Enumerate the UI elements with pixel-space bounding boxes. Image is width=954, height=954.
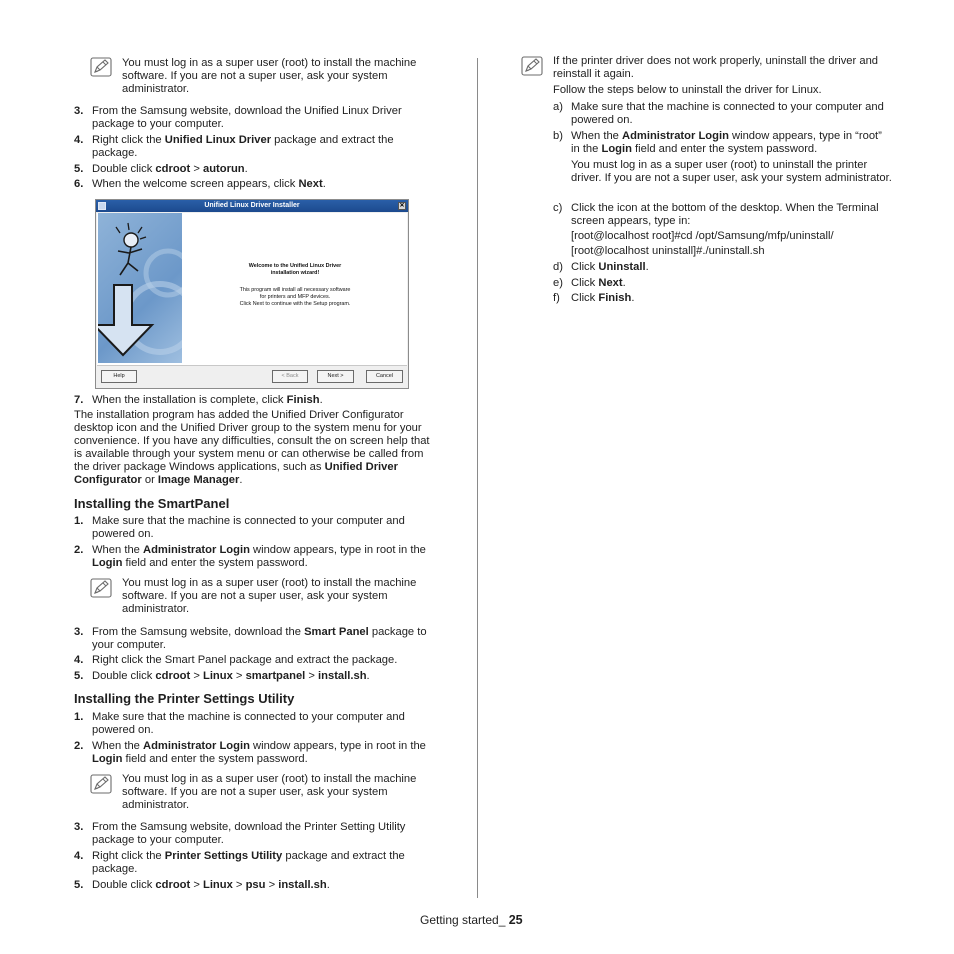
step-text: Make sure that the machine is connected to your computer and powered on. bbox=[92, 711, 405, 736]
step-number: 5. bbox=[74, 879, 84, 891]
uninstall-note: If the printer driver does not work properly, uninstall the driver and reinstall it again. bbox=[553, 55, 879, 80]
installer-title-bar bbox=[96, 200, 408, 212]
terminal-command-1: [root@localhost root]#cd /opt/Samsung/mfp/uninstall/ bbox=[571, 230, 834, 242]
step-letter: a) bbox=[553, 101, 563, 113]
uninstall-root-note: You must log in as a super user (root) to uninstall the printer driver. If you are not a super user, ask your system administrator. bbox=[571, 159, 892, 184]
close-icon[interactable]: ✕ bbox=[399, 203, 405, 209]
column-divider bbox=[477, 58, 478, 898]
step-text: When the Administrator Login window appears, type in root in the Login field and enter the system password. bbox=[92, 740, 426, 765]
step-text: Right click the Unified Linux Driver package and extract the package. bbox=[92, 134, 394, 159]
step-text: When the Administrator Login window appears, type in root in the Login field and enter the system password. bbox=[92, 544, 426, 569]
step-number: 4. bbox=[74, 134, 84, 146]
step-text: Make sure that the machine is connected to your computer and powered on. bbox=[92, 515, 405, 540]
welcome-body-line-1: This program will install all necessary software bbox=[239, 287, 351, 293]
step-number: 3. bbox=[74, 105, 84, 117]
page-number: 25 bbox=[508, 913, 523, 927]
installer-illustration bbox=[98, 213, 182, 363]
step-text: Make sure that the machine is connected to your computer and powered on. bbox=[571, 101, 884, 126]
uninstall-intro: Follow the steps below to uninstall the driver for Linux. bbox=[553, 84, 822, 96]
step-text: Click Uninstall. bbox=[571, 261, 649, 273]
footer-label: Getting started_ bbox=[420, 913, 509, 927]
note-text: You must log in as a super user (root) to install the machine software. If you are not a super user, ask your system administrator. bbox=[122, 57, 417, 95]
note-icon bbox=[90, 578, 112, 598]
step-text: Double click cdroot > Linux > smartpanel > install.sh. bbox=[92, 670, 370, 682]
step-text: From the Samsung website, download the Printer Setting Utility package to your computer. bbox=[92, 821, 406, 846]
installer-content bbox=[97, 213, 407, 366]
step-number: 5. bbox=[74, 670, 84, 682]
step-text: Right click the Smart Panel package and extract the package. bbox=[92, 654, 398, 666]
step-number: 3. bbox=[74, 821, 84, 833]
welcome-message bbox=[183, 263, 407, 308]
step-text: Right click the Printer Settings Utility package and extract the package. bbox=[92, 850, 405, 875]
step-text: Double click cdroot > Linux > psu > install.sh. bbox=[92, 879, 330, 891]
step-text: Click the icon at the bottom of the desktop. When the Terminal screen appears, type in: bbox=[571, 202, 879, 227]
step-text: Double click cdroot > autorun. bbox=[92, 163, 248, 175]
printer-settings-heading: Installing the Printer Settings Utility bbox=[74, 691, 295, 706]
step-text: Click Next. bbox=[571, 277, 626, 289]
window-icon bbox=[98, 202, 106, 210]
step-text: When the Administrator Login window appears, type in “root” in the Login field and enter the system password. bbox=[571, 130, 882, 155]
help-button[interactable]: Help bbox=[101, 370, 137, 383]
installer-side-graphic bbox=[98, 213, 182, 363]
note-icon bbox=[521, 56, 543, 76]
note-icon bbox=[90, 774, 112, 794]
note-icon bbox=[90, 57, 112, 77]
note-text: You must log in as a super user (root) to install the machine software. If you are not a super user, ask your system administrator. bbox=[122, 577, 417, 615]
smartpanel-heading: Installing the SmartPanel bbox=[74, 496, 230, 511]
step-number: 6. bbox=[74, 178, 84, 190]
welcome-body-line-2: for printers and MFP devices. bbox=[259, 294, 331, 300]
step-text: From the Samsung website, download the Unified Linux Driver package to your computer. bbox=[92, 105, 402, 130]
terminal-command-2: [root@localhost uninstall]#./uninstall.sh bbox=[571, 245, 765, 257]
step-text: From the Samsung website, download the Smart Panel package to your computer. bbox=[92, 626, 427, 651]
step-number: 7. bbox=[74, 394, 84, 406]
step-number: 3. bbox=[74, 626, 84, 638]
cancel-button[interactable]: Cancel bbox=[366, 370, 403, 383]
step-text: When the welcome screen appears, click Next. bbox=[92, 178, 326, 190]
configurator-paragraph: The installation program has added the Unified Driver Configurator desktop icon and the Unified Driver group to the system menu for your convenience. If you have any difficulties, consult the on screen help that is available through your system menu or can otherwise be called from the driver package Windows applications, such as Unified Driver Configurator or Image Manager. bbox=[74, 409, 430, 486]
step-number: 4. bbox=[74, 850, 84, 862]
step-number: 1. bbox=[74, 711, 84, 723]
back-button[interactable]: < Back bbox=[272, 370, 308, 383]
step-number: 4. bbox=[74, 654, 84, 666]
installer-window bbox=[95, 199, 409, 389]
step-letter: e) bbox=[553, 277, 563, 289]
step-number: 1. bbox=[74, 515, 84, 527]
installer-title: Unified Linux Driver Installer bbox=[204, 202, 300, 209]
step-letter: b) bbox=[553, 130, 563, 142]
step-text: Click Finish. bbox=[571, 292, 635, 304]
step-letter: c) bbox=[553, 202, 563, 214]
step-letter: d) bbox=[553, 261, 563, 273]
step-number: 2. bbox=[74, 740, 84, 752]
step-number: 5. bbox=[74, 163, 84, 175]
welcome-body-line-3: Click Next to continue with the Setup program. bbox=[239, 301, 351, 307]
step-number: 2. bbox=[74, 544, 84, 556]
welcome-title: Welcome to the Unified Linux Driver installation wizard! bbox=[248, 263, 342, 276]
page-footer bbox=[420, 914, 523, 927]
note-text: You must log in as a super user (root) to install the machine software. If you are not a super user, ask your system administrator. bbox=[122, 773, 417, 811]
step-text: When the installation is complete, click Finish. bbox=[92, 394, 323, 406]
step-letter: f) bbox=[553, 292, 560, 304]
next-button[interactable]: Next > bbox=[317, 370, 354, 383]
